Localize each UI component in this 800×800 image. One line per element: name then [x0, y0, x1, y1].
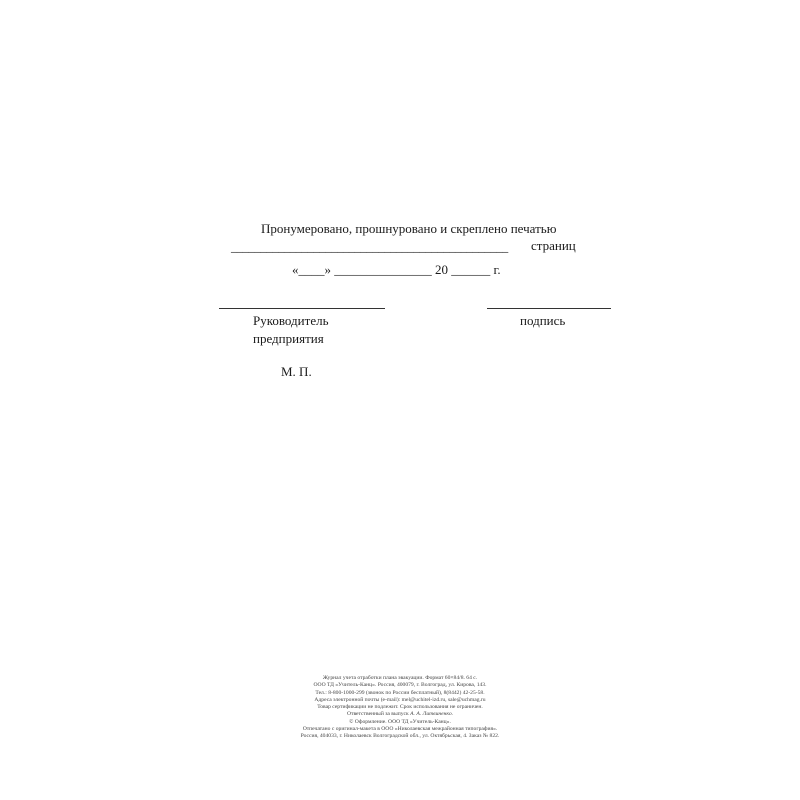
stamp-label: М. П. [281, 364, 312, 379]
imprint-line: Адреса электронной почты (e-mail): mel@uchitel-izd.ru, sale@uchmag.ru [314, 696, 486, 703]
imprint-line: ООО ТД «Учитель-Канц». Россия, 400079, г. Волгоград, ул. Кирова, 143. [313, 682, 487, 689]
publisher-imprint [240, 675, 560, 741]
certification-heading: Пронумеровано, прошнуровано и скреплено печатью [261, 221, 557, 236]
responsible-label: Ответственный за выпуск [346, 711, 409, 718]
signature-rule [487, 308, 611, 309]
imprint-line: Товар сертификации не подлежит. Срок использования не ограничен. [317, 704, 483, 711]
manager-signature-rule [219, 308, 385, 309]
pages-label: страниц [531, 238, 576, 253]
imprint-line [240, 711, 560, 718]
imprint-line: Тел.: 8-800-1000-299 (звонок по России бесплатный), 8(8442) 42-25-58. [315, 689, 485, 696]
manager-title-line-2: предприятия [253, 331, 324, 346]
responsible-name: А. А. Литвиненко. [410, 711, 454, 718]
imprint-line: Россия, 404033, г. Николаевск Волгоградской обл., ул. Октябрьская, 4. Заказ № 822. [300, 733, 500, 740]
date-line: «____» _______________ 20 ______ г. [292, 262, 501, 277]
imprint-line: Журнал учета отработки плана эвакуации. Формат 60×84/8. 64 с. [322, 675, 478, 681]
signature-label: подпись [520, 313, 566, 328]
imprint-line: Отпечатано с оригинал-макета в ООО «Николаевская межрайонная типография». [302, 726, 498, 733]
pages-count-blank: _______________________________________________ [231, 240, 509, 254]
manager-title-line-1: Руководитель [253, 313, 329, 328]
imprint-line: © Оформление. ООО ТД «Учитель-Канц». [349, 718, 451, 725]
